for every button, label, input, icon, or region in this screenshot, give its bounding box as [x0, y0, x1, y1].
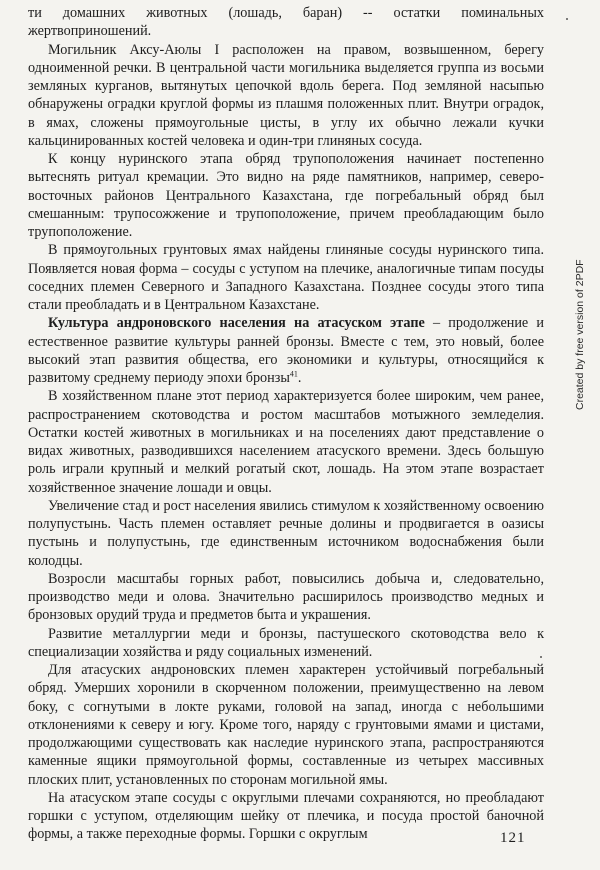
paragraph-10: Для атасуских андроновских племен характерен устойчивый погребальный обряд. Умерших хоронили в скорченном положении, преимущественно на левом боку, с согнутыми в локте руками, головой на запад, иногда с небольшими отклонениями к северу и югу. Кроме того, наряду с грунтовыми ямами и цистами, продолжающими существовать как наследие нуринского этапа, распространяются каменные ящики прямоугольной формы, составленные из четырех массивных плоских плит, установленных по сторонам могильной ямы. — [28, 662, 544, 788]
paragraph-5-tail: . — [297, 370, 302, 386]
paragraph-4: В прямоугольных грунтовых ямах найдены глиняные сосуды нуринского типа. Появляется новая форма – сосуды с уступом на плечике, аналогичные типам посуды соседних племен Северного и Западного Казахстана. Позднее сосуды этого типа стали преобладать и в Центральном Казахстане. — [28, 242, 544, 313]
footnote-ref: 41 — [289, 369, 298, 379]
paragraph-1: ти домашних животных (лошадь, баран) -- остатки поминальных жертвоприношений. — [28, 5, 544, 40]
paragraph-11: На атасуском этапе сосуды с округлыми плечами сохраняются, но преобладают горшки с уступом, отделяющим шейку от плечика, и посуда простой баночной формы, а также переходные формы. Горшки с округлым — [28, 789, 544, 843]
paragraph-5 — [28, 314, 544, 387]
paragraph-2: Могильник Аксу-Аюлы I расположен на правом, возвышенном, берегу одноименной речки. В центральной части могильника выделяется группа из восьми земляных курганов, вытянутых цепочкой вдоль берега. Под земляной насыпью обнаружены оградки круглой формы из плашмя положенных плит. Внутри оградок, в ямах, сложены прямоугольные цисты, в углу их обычно лежали кучки кальцинированных костей человека и один-три глиняных сосуда. — [28, 41, 544, 149]
scan-speck — [540, 656, 542, 658]
paragraph-5-bold-lead: Культура андроновского населения на атасуском этапе — [48, 315, 425, 332]
paragraph-8: Возросли масштабы горных работ, повысились добыча и, следовательно, производство меди и олова. Значительно расширилось производство медных и бронзовых орудий труда и предметов быта и украшения. — [28, 570, 544, 624]
paragraph-9: Развитие металлургии меди и бронзы, пастушеского скотоводства вело к специализации хозяйства и ряду социальных изменений. — [28, 625, 544, 660]
scan-speck — [566, 18, 568, 20]
paragraph-3: К концу нуринского этапа обряд трупоположения начинает постепенно вытеснять ритуал кремации. Это видно на ряде памятников, например, северо-восточных районов Центрального Казахстана, где погребальный обряд был смешанным: трупосожжение и трупоположение, причем преобладающим было трупоположение. — [28, 151, 544, 240]
paragraph-6: В хозяйственном плане этот период характеризуется более широким, чем ранее, распространением скотоводства и ростом масштабов мотыжного земледелия. Остатки костей животных в могильниках и на поселениях дают представление о видах животных, разводившихся населением атасуского времени. Здесь большую роль играли крупный и мелкий рогатый скот, лошадь. На этом этапе возрастает хозяйственное значение лошади и овцы. — [28, 388, 544, 496]
paragraph-7: Увеличение стад и рост населения явились стимулом к хозяйственному освоению полупустынь. Часть племен оставляет речные долины и продвигается в оазисы пустынь и полупустынь, где единственным источником водоснабжения были колодцы. — [28, 497, 544, 569]
paragraph-5-body: – продолжение и естественное развитие культуры ранней бронзы. Вместе с тем, это новый, более высокий этап развития общества, его экономики и культуры, относящийся к развитому среднему периоду эпохи бронзы — [28, 315, 544, 386]
watermark-text: Created by free version of 2PDF — [574, 259, 586, 410]
page-text — [28, 4, 544, 844]
page-number: 121 — [500, 830, 526, 846]
